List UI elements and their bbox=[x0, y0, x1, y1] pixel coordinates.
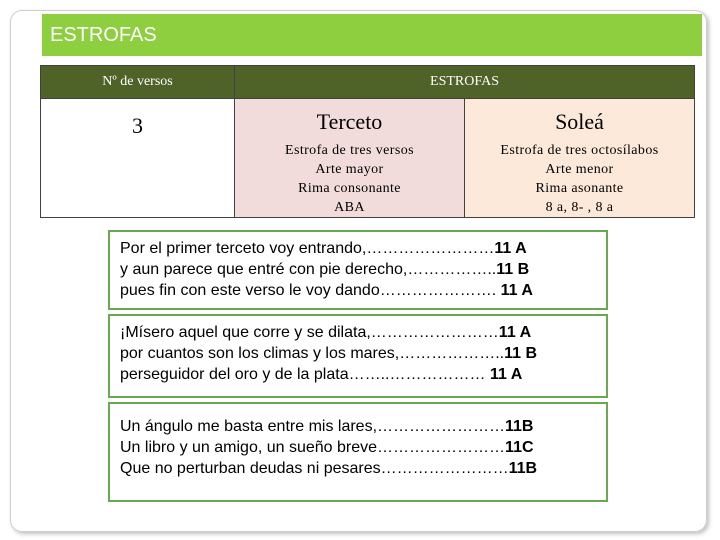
verse-text: pues fin con este verso le voy dando…………………. bbox=[120, 282, 497, 299]
terceto-cell bbox=[235, 99, 465, 218]
poem-line bbox=[120, 322, 596, 343]
terceto-line: ABA bbox=[334, 200, 365, 215]
rhyme-label: 11C bbox=[505, 439, 534, 456]
poem-stanza-2 bbox=[108, 314, 608, 398]
poem-line bbox=[120, 259, 596, 280]
rhyme-label: 11 A bbox=[489, 366, 523, 383]
terceto-line: Arte mayor bbox=[315, 162, 384, 177]
poem-stanza-3 bbox=[108, 402, 608, 502]
solea-line: Estrofa de tres octosílabos bbox=[500, 143, 659, 158]
solea-line: Rima asonante bbox=[535, 181, 624, 196]
verse-text: Un ángulo me basta entre mis lares,…………………… bbox=[120, 418, 506, 435]
solea-name: Soleá bbox=[555, 109, 604, 134]
verse-count-cell: 3 bbox=[41, 99, 235, 218]
strophes-table bbox=[40, 65, 695, 218]
terceto-name: Terceto bbox=[316, 109, 383, 134]
rhyme-label: 11 B bbox=[504, 345, 538, 362]
rhyme-label: 11 A bbox=[494, 240, 527, 257]
rhyme-label: 11 A bbox=[496, 282, 533, 299]
verse-text: Por el primer terceto voy entrando,…………………… bbox=[120, 240, 495, 257]
solea-cell bbox=[465, 99, 695, 218]
header-verse-count: Nº de versos bbox=[41, 66, 235, 99]
terceto-line: Rima consonante bbox=[298, 181, 401, 196]
poem-line bbox=[120, 458, 596, 479]
verse-text: ¡Mísero aquel que corre y se dilata,…………………… bbox=[120, 324, 499, 341]
verse-text: Que no perturban deudas ni pesares…………………… bbox=[120, 460, 509, 477]
table-header-row bbox=[41, 66, 695, 99]
poem-line bbox=[120, 437, 596, 458]
terceto-line: Estrofa de tres versos bbox=[285, 143, 414, 158]
solea-line: 8 a, 8- , 8 a bbox=[545, 200, 614, 215]
rhyme-label: 11B bbox=[505, 418, 534, 435]
verse-text: y aun parece que entré con pie derecho,…………….. bbox=[120, 261, 497, 278]
header-strophes: ESTROFAS bbox=[235, 66, 695, 99]
poem-line bbox=[120, 416, 596, 437]
verse-text: perseguidor del oro y de la plata……..……………… bbox=[120, 366, 490, 383]
poem-stanza-1 bbox=[108, 230, 608, 310]
verse-text: Un libro y un amigo, un sueño breve…………………… bbox=[120, 439, 506, 456]
poem-line bbox=[120, 280, 596, 301]
slide-title: ESTROFAS bbox=[42, 14, 702, 56]
rhyme-label: 11 A bbox=[498, 324, 532, 341]
table-row bbox=[41, 99, 695, 218]
poem-line bbox=[120, 238, 596, 259]
verse-text: por cuantos son los climas y los mares,……………….. bbox=[120, 345, 505, 362]
poem-line bbox=[120, 343, 596, 364]
rhyme-label: 11 B bbox=[496, 261, 530, 278]
solea-line: Arte menor bbox=[545, 162, 614, 177]
poem-line bbox=[120, 364, 596, 385]
rhyme-label: 11B bbox=[508, 460, 538, 477]
